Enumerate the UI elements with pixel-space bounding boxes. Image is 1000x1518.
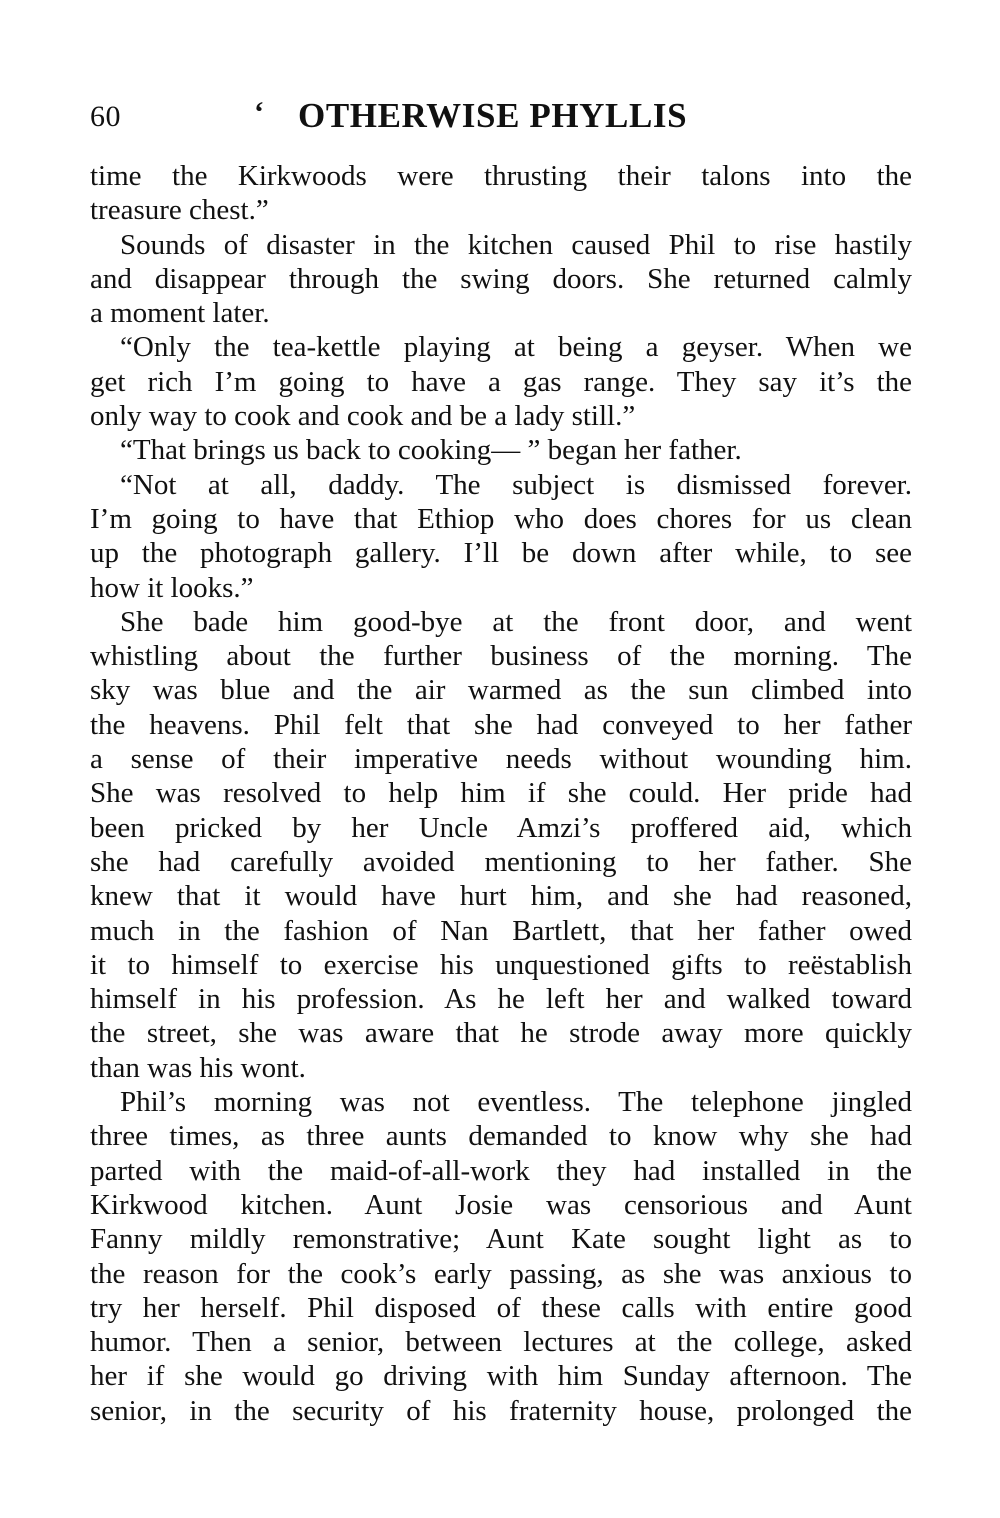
page-number: 60 (90, 100, 121, 133)
text-line: much in the fashion of Nan Bartlett, that her father owed (90, 914, 912, 947)
text-line: been pricked by her Uncle Amzi’s proffered aid, which (90, 811, 912, 844)
text-line: it to himself to exercise his unquestioned gifts to reëstablish (90, 948, 912, 981)
text-line: and disappear through the swing doors. She returned calmly (90, 262, 912, 295)
text-line: sky was blue and the air warmed as the sun climbed into (90, 674, 912, 707)
text-line: a moment later. (90, 297, 270, 330)
text-line: she had carefully avoided mentioning to her father. She (90, 845, 912, 878)
text-line: senior, in the security of his fraternity house, prolonged the (90, 1394, 912, 1427)
text-line: her if she would go driving with him Sunday afternoon. The (90, 1360, 912, 1393)
text-line: Phil’s morning was not eventless. The telephone jingled (120, 1086, 912, 1119)
running-head (90, 96, 912, 140)
text-line: only way to cook and cook and be a lady still.” (90, 400, 636, 433)
text-line: get rich I’m going to have a gas range. They say it’s the (90, 365, 912, 398)
text-line: knew that it would have hurt him, and she had reasoned, (90, 880, 912, 913)
text-line: the reason for the cook’s early passing, as she was anxious to (90, 1257, 912, 1290)
text-line: himself in his profession. As he left her and walked toward (90, 983, 912, 1016)
text-line: the heavens. Phil felt that she had conveyed to her father (90, 708, 912, 741)
text-line: Fanny mildly remonstrative; Aunt Kate sought light as to (90, 1223, 912, 1256)
text-line: “Not at all, daddy. The subject is dismissed forever. (120, 468, 912, 501)
text-line: a sense of their imperative needs without wounding him. (90, 743, 912, 776)
running-title: OTHERWISE PHYLLIS (298, 96, 688, 135)
text-line: “Only the tea-kettle playing at being a geyser. When we (120, 331, 912, 364)
text-line: She was resolved to help him if she could. Her pride had (90, 777, 912, 810)
text-line: up the photograph gallery. I’ll be down after while, to see (90, 537, 912, 570)
body-text (90, 159, 912, 1428)
text-line: parted with the maid-of-all-work they had installed in the (90, 1154, 912, 1187)
text-line: try her herself. Phil disposed of these calls with entire good (90, 1291, 912, 1324)
text-line: Sounds of disaster in the kitchen caused Phil to rise hastily (120, 228, 912, 261)
text-line: She bade him good-bye at the front door, and went (120, 605, 912, 638)
text-line: than was his wont. (90, 1051, 306, 1084)
text-line: whistling about the further business of the morning. The (90, 640, 912, 673)
text-line: the street, she was aware that he strode away more quickly (90, 1017, 912, 1050)
text-line: humor. Then a senior, between lectures at the college, asked (90, 1326, 912, 1359)
text-line: I’m going to have that Ethiop who does chores for us clean (90, 502, 912, 535)
text-line: time the Kirkwoods were thrusting their talons into the (90, 160, 912, 192)
text-line: “That brings us back to cooking— ” began her father. (120, 434, 742, 467)
text-line: three times, as three aunts demanded to know why she had (90, 1120, 912, 1153)
ornament-mark: ‘ (254, 96, 264, 129)
text-line: treasure chest.” (90, 194, 269, 227)
text-line: how it looks.” (90, 571, 254, 604)
text-line: Kirkwood kitchen. Aunt Josie was censorious and Aunt (90, 1188, 912, 1221)
